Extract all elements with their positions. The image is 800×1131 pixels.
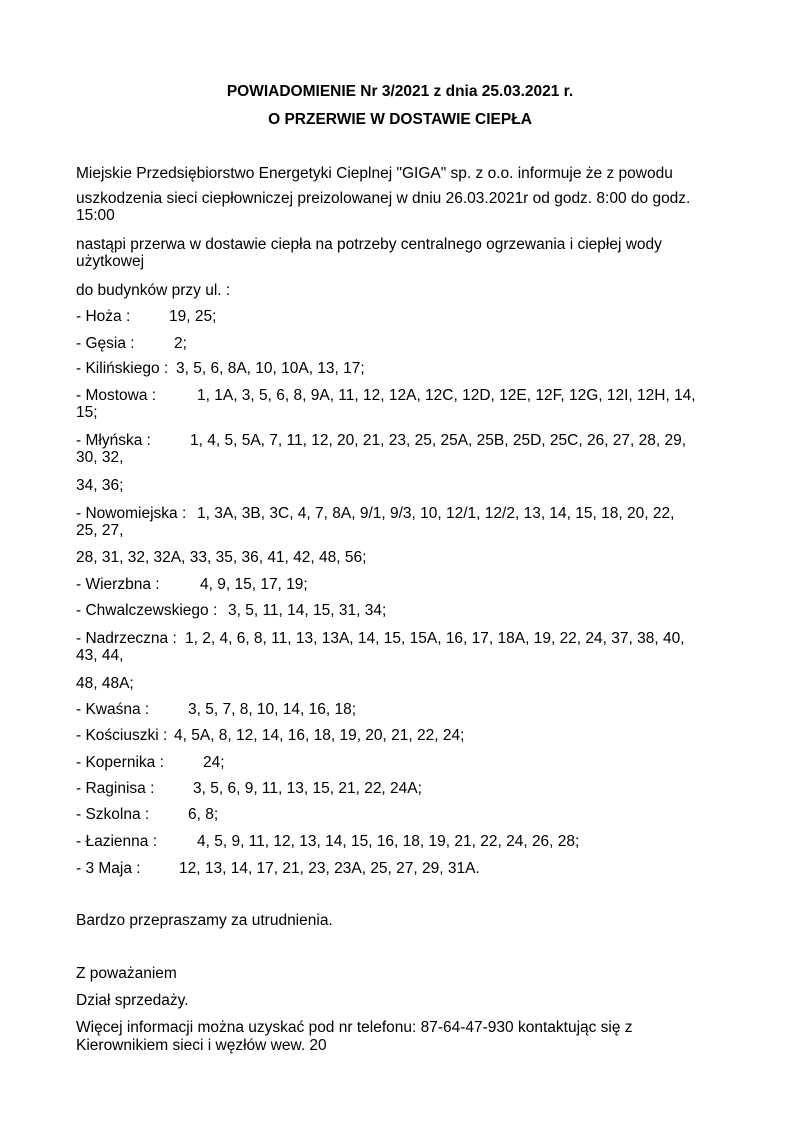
intro-line: 15:00 [76,207,115,224]
street-numbers: 4, 9, 15, 17, 19; [200,576,308,593]
street-numbers: 6, 8; [188,806,219,823]
street-name: - Gęsia : [76,335,135,352]
street-name: - Kopernika : [76,754,164,771]
street-row-3-maja [76,860,736,877]
intro-line: uszkodzenia sieci ciepłowniczej preizolowanej w dniu 26.03.2021r od godz. 8:00 do godz. [76,190,691,207]
street-name: - Raginisa : [76,780,155,797]
street-name: - Wierzbna : [76,576,160,593]
intro-line: nastąpi przerwa w dostawie ciepła na potrzeby centralnego ogrzewania i ciepłej wody [76,236,662,253]
street-row-kopernika [76,754,736,771]
street-name: - Szkolna : [76,806,150,823]
street-numbers: 3, 5, 6, 8A, 10, 10A, 13, 17; [176,360,365,377]
street-numbers: 1, 3A, 3B, 3C, 4, 7, 8A, 9/1, 9/3, 10, 12/1, 12/2, 13, 14, 15, 18, 20, 22, [197,505,675,522]
notice-subtitle: O PRZERWIE W DOSTAWIE CIEPŁA [268,111,532,128]
street-numbers-continued: 48, 48A; [76,675,134,692]
street-numbers-continued: 15; [76,404,98,421]
department-text: Dział sprzedaży. [76,992,189,1009]
street-numbers: 19, 25; [169,308,217,325]
street-numbers: 1, 2, 4, 6, 8, 11, 13, 13A, 14, 15, 15A, 16, 17, 18A, 19, 22, 24, 37, 38, 40, [185,630,685,647]
intro-line: użytkowej [76,253,145,270]
street-row-chwalczewskiego [76,602,736,619]
street-row-kwasna [76,701,736,718]
contact-text: Kierownikiem sieci i węzłów wew. 20 [76,1037,327,1054]
intro-line: do budynków przy ul. : [76,282,231,299]
street-row-szkolna [76,806,736,823]
street-numbers: 24; [203,754,225,771]
street-numbers: 1, 1A, 3, 5, 6, 8, 9A, 11, 12, 12A, 12C, 12D, 12E, 12F, 12G, 12I, 12H, 14, [197,387,696,404]
street-name: - Nowomiejska : [76,505,187,522]
street-row-nowomiejska [76,505,736,522]
street-numbers: 1, 4, 5, 5A, 7, 11, 12, 20, 21, 23, 25, 25A, 25B, 25D, 25C, 26, 27, 28, 29, [190,432,687,449]
street-row-mlynska [76,432,736,449]
intro-line: Miejskie Przedsiębiorstwo Energetyki Cieplnej "GIGA" sp. z o.o. informuje że z powodu [76,165,673,182]
apology-text: Bardzo przepraszamy za utrudnienia. [76,912,333,929]
contact-text: Więcej informacji można uzyskać pod nr telefonu: 87-64-47-930 kontaktując się z [76,1019,633,1036]
street-row-kosciuszki [76,727,736,744]
street-row-kilinskiego [76,360,736,377]
street-row-raginisa [76,780,736,797]
street-row-wierzbna [76,576,736,593]
regards-text: Z poważaniem [76,965,177,982]
notice-title: POWIADOMIENIE Nr 3/2021 z dnia 25.03.2021 r. [226,83,574,100]
street-numbers: 3, 5, 6, 9, 11, 13, 15, 21, 22, 24A; [193,780,422,797]
street-row-nadrzeczna [76,630,736,647]
street-name: - Łazienna : [76,833,157,850]
street-numbers: 12, 13, 14, 17, 21, 23, 23A, 25, 27, 29, 31A. [179,860,480,877]
street-numbers-continued: 34, 36; [76,477,124,494]
street-numbers-continued: 43, 44, [76,647,124,664]
street-name: - 3 Maja : [76,860,141,877]
street-numbers-continued: 28, 31, 32, 32A, 33, 35, 36, 41, 42, 48, 56; [76,549,367,566]
street-numbers: 3, 5, 11, 14, 15, 31, 34; [228,602,387,619]
street-name: - Nadrzeczna : [76,630,177,647]
street-row-lazienna [76,833,736,850]
street-name: - Kościuszki : [76,727,168,744]
street-numbers: 4, 5, 9, 11, 12, 13, 14, 15, 16, 18, 19, 21, 22, 24, 26, 28; [197,833,580,850]
street-name: - Mostowa : [76,387,157,404]
street-name: - Chwalczewskiego : [76,602,218,619]
street-name: - Kwaśna : [76,701,150,718]
street-name: - Młyńska : [76,432,151,449]
street-numbers-continued: 25, 27, [76,522,124,539]
street-numbers-continued: 30, 32, [76,449,124,466]
street-name: - Kilińskiego : [76,360,169,377]
street-row-gesia [76,335,736,352]
street-numbers: 2; [174,335,187,352]
street-row-mostowa [76,387,736,404]
street-name: - Hoża : [76,308,131,325]
street-numbers: 4, 5A, 8, 12, 14, 16, 18, 19, 20, 21, 22, 24; [174,727,465,744]
street-row-hoza [76,308,736,325]
street-numbers: 3, 5, 7, 8, 10, 14, 16, 18; [188,701,357,718]
